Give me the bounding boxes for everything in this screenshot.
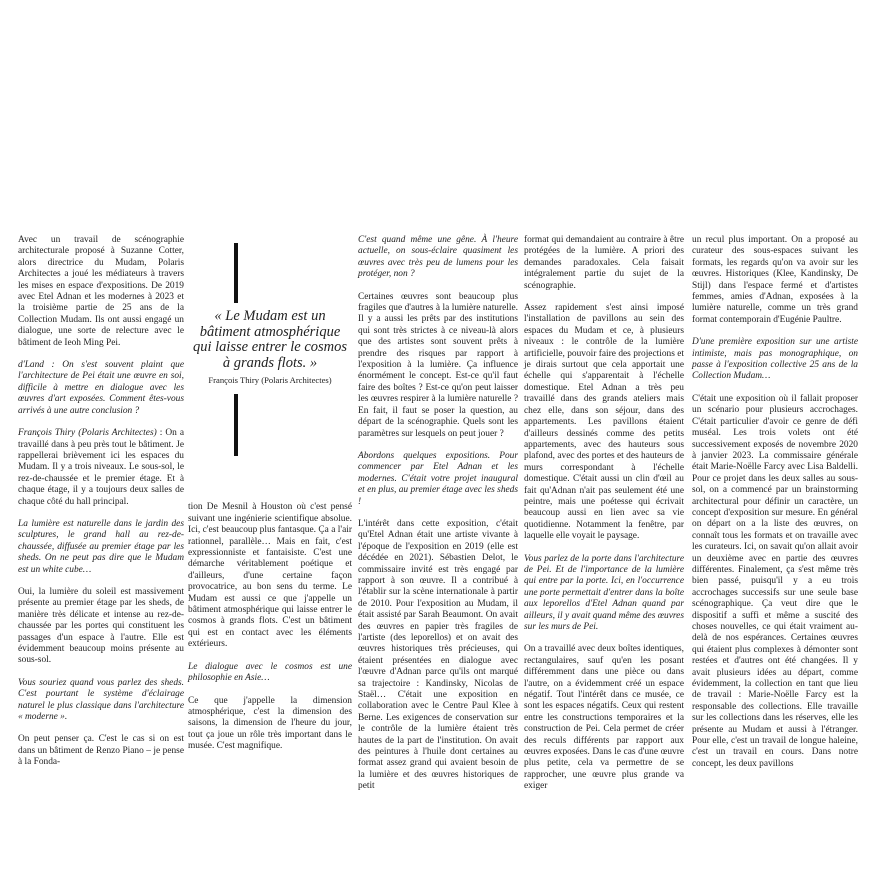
pull-quote-author: François Thiry (Polaris Architectes)	[208, 375, 332, 385]
interview-answer: C'était une exposition où il fallait proposer un scénario pour plusieurs accrochages. C'était particulier d'avoir ce genre de défi muséal. Les trois volets ont été successivement exposés de novembre 2020 à janvier 2023. La commissaire générale était Marie-Noëlle Farcy avec Lisa Baldelli. Pour ce projet dans les deux salles au sous-sol, on a commencé par un brainstorming architectural pour définir un caractère, un concept d'exposition sur mesure. En général on départ on a la liste des œuvres, on connaît tous les formats et on travaille avec les curateurs. Ici, on savait qu'on allait avoir un deuxième avec en partie des œuvres différentes. Finalement, ça s'est même très bien passé, puisqu'il y a eu trois accrochages successifs sur une seule base scénographique. Ça veut dire que le dispositif a suffi et même a suscité des choses nouvelles, ce qui était vraiment au-delà de nos espérances. Certaines œuvres qui étaient plus complexes à démonter sont restées et d'autres ont été changées. Il y avait plusieurs idées au départ, comme évidemment, la collection en tant que lieu de travail : Marie-Noëlle Farcy est la responsable des collections. Elle travaille sur les collections dans les réserves, elle les présente au Mudam et aussi à l'étranger. Pour elle, c'est un travail de longue haleine, c'est un travail en cours. Dans notre concept, les deux pavillons	[692, 393, 858, 769]
interview-answer: Ce que j'appelle la dimension atmosphérique, c'est la dimension des saisons, la dimension de l'heure du jour, tout ça joue un rôle très important dans le musée. C'est magnifique.	[188, 695, 352, 752]
interview-question: C'est quand même une gêne. À l'heure actuelle, on sous-éclaire quasiment les œuvres avec très peu de lumens pour les protéger, non ?	[358, 235, 518, 280]
article-column-4	[524, 235, 684, 804]
interview-answer: Oui, la lumière du soleil est massivement présente au premier étage par les sheds, de manière très délicate et intense au rez-de-chaussée par les portes qui constituent les passages d'un espace à l'autre. Elle est évidemment beaucoup moins présente au sous-sol.	[18, 586, 184, 666]
pull-quote	[188, 243, 352, 456]
interview-question: Abordons quelques expositions. Pour commencer par Etel Adnan et les modernes. C'était votre projet inaugural et en plus, au premier étage avec les sheds !	[358, 450, 518, 507]
answer-text: : On a travaillé dans à peu près tout le bâtiment. Je rappellerai brièvement ici les espaces du Mudam. Il y a trois niveaux. Le sous-sol, le rez-de-chaussée et le premier étage. Et à chaque étage, il y a toujours deux salles de chaque côté du hall principal.	[18, 428, 184, 507]
article-column-2	[188, 235, 352, 764]
speaker-name: François Thiry (Polaris Architectes)	[18, 428, 157, 439]
interview-answer: Assez rapidement s'est ainsi imposé l'installation de pavillons au sein des espaces du Mudam et ce, à plusieurs niveaux : le contrôle de la lumière artificielle, pouvoir faire des projections et je dirais surtout que cela apportait une échelle qui s'apparentait à l'échelle domestique. Etel Adnan a très peu travaillé dans des grands ateliers mais chez elle, dans son séjour, dans des appartements. Les pavillons étaient d'ailleurs dessinés comme des petits appartements, avec des hauteurs sous plafond, avec des portes et des hauteurs de murs correspondant à l'échelle domestique. C'était aussi un clin d'œil au fait qu'Adnan n'ait pas seulement été une peintre, mais une poétesse qui écrivait beaucoup aussi en lien avec sa vie quotidienne. Notamment la fenêtre, par laquelle elle voyait le paysage.	[524, 303, 684, 542]
article-column-5	[692, 235, 858, 781]
quote-bar-bottom	[234, 394, 238, 456]
intro-paragraph: Avec un travail de scénographie architecturale proposé à Suzanne Cotter, alors directrice du Mudam, Polaris Architectes a joué les médiateurs à travers les mises en espace d'expositions. De 2019 avec Etel Adnan et les modernes à 2023 et la troisième partie de 25 ans de la Collection Mudam. Ils ont aussi engagé un dialogue, une sorte de relecture avec le bâtiment de Ieoh Ming Pei.	[18, 235, 184, 348]
pull-quote-text: « Le Mudam est un bâtiment atmosphérique qui laisse entrer le cosmos à grands flots. »	[192, 308, 348, 371]
interview-question: Vous souriez quand vous parlez des sheds. C'est pourtant le système d'éclairage naturel le plus classique dans l'architecture « moderne ».	[18, 677, 184, 723]
interview-question: D'une première exposition sur une artiste intimiste, mais pas monographique, on passe à l'exposition collective 25 ans de la Collection Mudam…	[692, 337, 858, 382]
interview-question: Vous parlez de la porte dans l'architecture de Pei. Et de l'importance de la lumière qui entre par la porte. Ici, en l'occurrence une porte permettait d'entrer dans la boîte aux leporellos d'Etel Adnan quand par ailleurs, il y avait quand même des œuvres sur les murs de Pei.	[524, 553, 684, 632]
interview-answer: On a travaillé avec deux boîtes identiques, rectangulaires, sauf qu'en les posant différemment dans une pièce ou dans l'autre, on a évidemment créé un espace négatif. Tout l'intérêt dans ce musée, ce sont les espaces négatifs. Ceux qui restent entre les constructions temporaires et la construction de Pei. Cela permet de créer des reculs différents par rapport aux œuvres exposées. Dans le cas d'une œuvre plus petite, cela va permettre de se rapprocher, une œuvre plus grande va exiger	[524, 644, 684, 792]
interview-question: La lumière est naturelle dans le jardin des sculptures, le grand hall au rez-de-chaussée, diffusée au premier étage par les sheds. On ne peut pas dire que le Mudam est un white cube…	[18, 518, 184, 575]
interview-answer	[18, 428, 184, 508]
article-column-1	[18, 235, 184, 780]
quote-bar-top	[234, 243, 238, 303]
interview-answer: L'intérêt dans cette exposition, c'était qu'Etel Adnan était une artiste vivante à l'époque de l'exposition en 2019 (elle est décédée en 2021). Sébastien Delot, le commissaire invité est très engagé par rapport à son œuvre. Il a contribué à l'établir sur la scène internationale à partir de 2010. Pour l'exposition au Mudam, il était assisté par Sarah Beaumont. On avait des œuvres en papier très fragiles de l'artiste (des leporellos) et on avait des œuvres historiques très précieuses, qui étaient présentées en dialogue avec l'œuvre d'Adnan parce qu'ils ont marqué sa trajectoire : Kandinsky, Nicolas de Staël… C'était une exposition en collaboration avec le Centre Paul Klee à Berne. Les exigences de conservation sur le contrôle de la lumière étaient très hautes de la part de l'institution. On avait des peintures à l'huile dont certaines au format assez grand qui avaient besoin de la lumière et des œuvres historiques de petit	[358, 518, 518, 792]
interview-answer: On peut penser ça. C'est le cas si on est dans un bâtiment de Renzo Piano – je pense à la Fonda-	[18, 734, 184, 768]
interview-question: Le dialogue avec le cosmos est une philosophie en Asie…	[188, 661, 352, 684]
interview-answer: tion De Mesnil à Houston où c'est pensé suivant une ingénierie scientifique absolue. Ici, c'est beaucoup plus fantasque. Ça a l'air rationnel, parallèle… Mais en fait, c'est expressionniste et fantaisiste. C'est une démarche véritablement poétique et d'ailleurs, d'une certaine façon provocatrice, au bon sens du terme. Le Mudam est aussi ce que j'appelle un bâtiment atmosphérique qui laisse entrer le cosmos à grands flots. C'est un bâtiment qui est en contact avec les éléments extérieurs.	[188, 502, 352, 650]
interview-answer: Certaines œuvres sont beaucoup plus fragiles que d'autres à la lumière naturelle. Il y a aussi les prêts par des institutions qui sont très strictes à ce niveau-là alors que des artistes sont souvent prêts à prendre des risques par rapport à l'exposition à la lumière. Ça influence énormément le concept. Est-ce qu'il faut faire des boîtes ? Est-ce qu'on peut laisser les œuvres respirer à la lumière naturelle ? En fait, il faut se poser la question, au départ de la scénographie. Quels sont les paramètres sur lesquels on peut jouer ?	[358, 291, 518, 439]
interview-question: d'Land : On s'est souvent plaint que l'architecture de Pei était une œuvre en soi, difficile à mettre en dialogue avec les œuvres d'art exposées. Comment êtes-vous arrivés à une autre conclusion ?	[18, 360, 184, 416]
interview-answer: format qui demandaient au contraire à être protégées de la lumière. A priori des demandes paradoxales. Cela faisait intégralement partie du sujet de la scénographie.	[524, 235, 684, 291]
article-column-3	[358, 235, 518, 804]
interview-answer: un recul plus important. On a proposé au curateur des sous-espaces suivant les formats, les regards qu'on va avoir sur les œuvres. Historiques (Klee, Kandinsky, De Stijl) dans l'espace fermé et d'artistes femmes, amies d'Adnan, exposées à la lumière naturelle, comme un très grand format contemporain d'Eugénie Paultre.	[692, 235, 858, 325]
